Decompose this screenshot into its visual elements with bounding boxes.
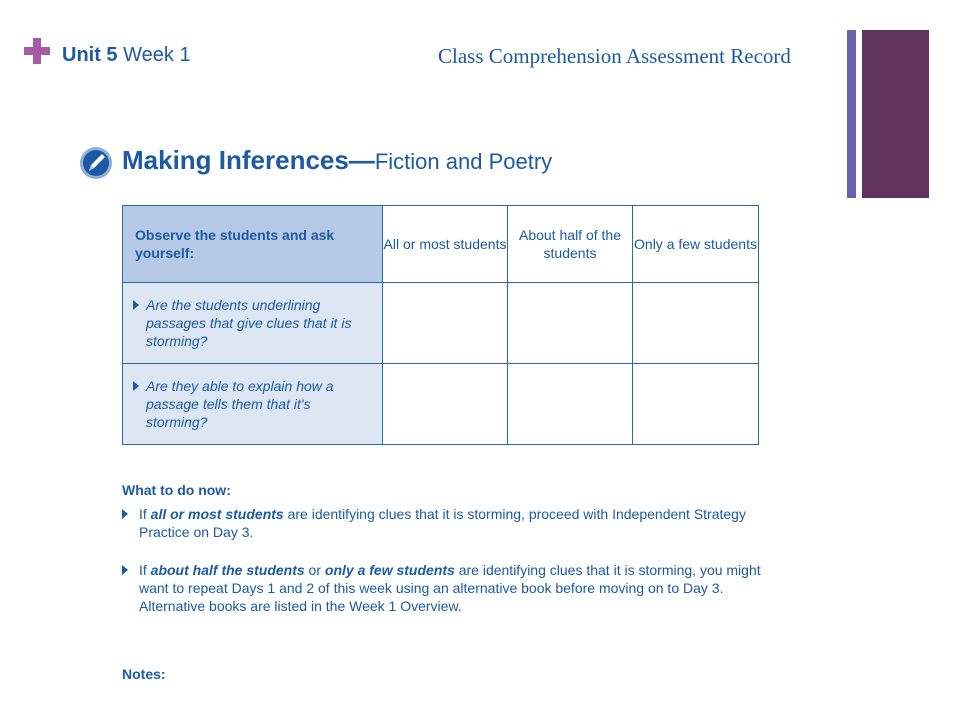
plus-icon — [24, 38, 50, 64]
notes-label: Notes: — [122, 666, 166, 682]
header-about-half — [508, 206, 633, 283]
table-row — [123, 364, 759, 445]
section-heading — [122, 145, 552, 176]
week-text: Week 1 — [123, 44, 191, 66]
header-all-or-most-label: All or most students — [383, 236, 507, 252]
header-observe-label: Observe the students and ask yourself: — [135, 227, 335, 261]
header-observe — [123, 206, 383, 283]
decorative-bar-wide — [862, 30, 929, 198]
tally-cell-only-few[interactable] — [633, 364, 759, 445]
instruction-item — [122, 505, 762, 541]
question-cell — [123, 364, 383, 445]
triangle-right-icon — [133, 381, 139, 391]
tally-cell-about-half[interactable] — [508, 364, 633, 445]
instruction-item — [122, 561, 762, 615]
table-row — [123, 283, 759, 364]
assessment-table — [122, 205, 759, 445]
record-title: Class Comprehension Assessment Record — [438, 44, 791, 68]
tally-cell-all-or-most[interactable] — [383, 283, 508, 364]
tally-cell-about-half[interactable] — [508, 283, 633, 364]
what-to-do-section — [122, 481, 762, 635]
question-text: Are they able to explain how a passage tells them that it's storming? — [146, 378, 334, 430]
header-only-few — [633, 206, 759, 283]
question-text: Are the students underlining passages that give clues that it is storming? — [146, 297, 352, 349]
instruction-emphasis: only a few students — [324, 562, 455, 578]
unit-week-label — [62, 44, 191, 67]
instruction-emphasis: all or most students — [150, 506, 284, 522]
triangle-right-icon — [122, 509, 128, 519]
decorative-bar-thin — [847, 30, 856, 198]
section-title-rest: Fiction and Poetry — [374, 149, 553, 174]
instruction-body: are identifying clues that it is storming, you might want to repeat Days 1 and 2 of this week using an alternative book before moving on to Day 3. Alternative books are listed in the Week 1 Overview. — [139, 562, 761, 614]
instruction-body: are identifying clues that it is storming, proceed with Independent Strategy Practice on Day 3. — [139, 506, 746, 540]
question-cell — [123, 283, 383, 364]
header-about-half-label: About half of the students — [519, 227, 621, 261]
tally-cell-only-few[interactable] — [633, 283, 759, 364]
section-title-bold: Making Inferences— — [122, 145, 375, 175]
header-all-or-most — [383, 206, 508, 283]
instruction-emphasis: about half the students — [150, 562, 305, 578]
instruction-prefix: If — [139, 506, 151, 522]
triangle-right-icon — [133, 300, 139, 310]
triangle-right-icon — [122, 565, 128, 575]
instruction-text — [139, 505, 762, 541]
what-to-do-title: What to do now: — [122, 482, 231, 498]
unit-text: Unit 5 — [62, 44, 118, 66]
header-only-few-label: Only a few students — [634, 236, 757, 252]
pencil-icon — [79, 146, 113, 180]
table-header-row — [123, 206, 759, 283]
instruction-text — [139, 561, 762, 615]
tally-cell-all-or-most[interactable] — [383, 364, 508, 445]
instruction-prefix: If — [139, 562, 151, 578]
instruction-connector: or — [304, 562, 325, 578]
